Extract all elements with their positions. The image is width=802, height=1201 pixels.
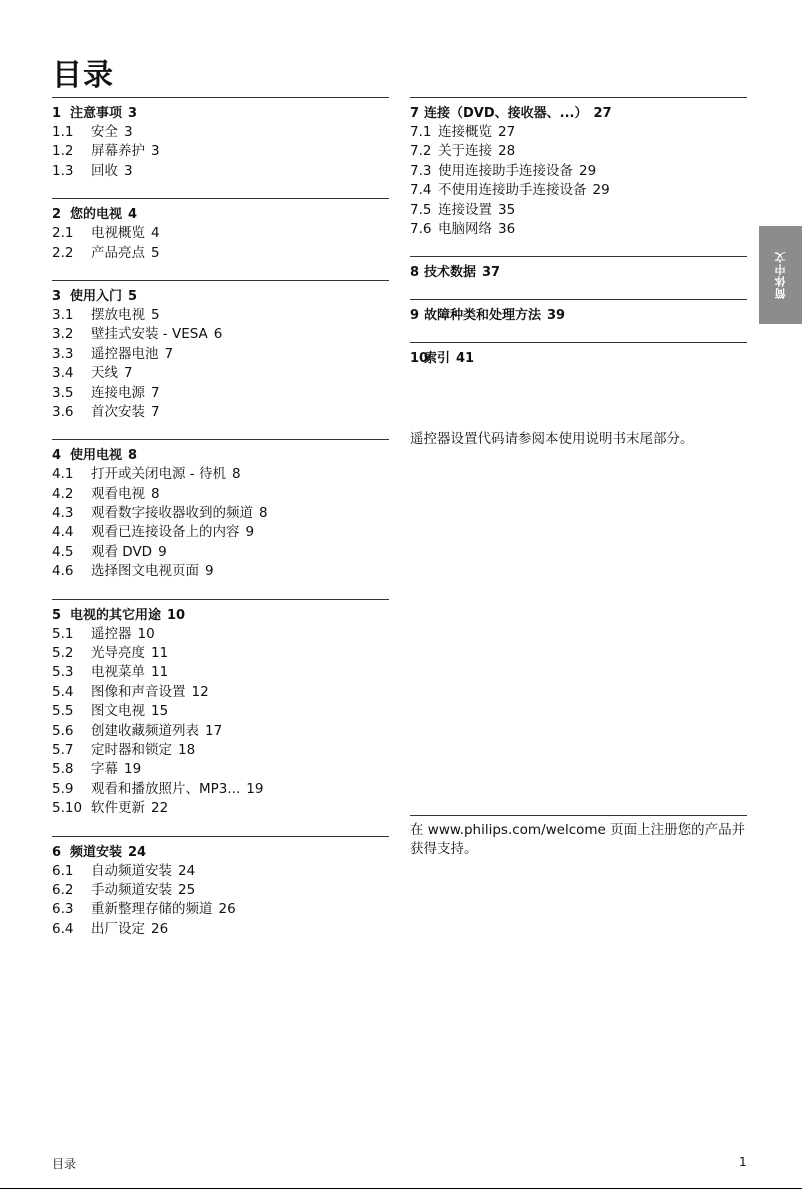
entry-title: 观看电视 <box>91 485 145 502</box>
toc-entry[interactable] <box>52 683 389 702</box>
entry-title: 打开或关闭电源 - 待机 <box>91 466 226 483</box>
toc-section <box>410 299 747 325</box>
entry-title: 关于连接 <box>438 143 492 160</box>
section-title: 您的电视 <box>70 207 123 223</box>
toc-section-heading[interactable] <box>52 606 389 625</box>
entry-title: 光导亮度 <box>91 645 145 662</box>
section-page: 10 <box>167 607 186 623</box>
entry-title: 观看 DVD <box>91 543 153 560</box>
entry-page: 22 <box>151 800 169 817</box>
entry-page: 3 <box>151 143 160 160</box>
entry-page: 15 <box>151 703 169 720</box>
entry-page: 11 <box>151 664 169 681</box>
toc-entry[interactable] <box>52 162 389 181</box>
section-number: 7 <box>410 106 420 121</box>
entry-page: 5 <box>151 244 160 261</box>
entry-number: 5.4 <box>52 683 74 700</box>
entry-title: 使用连接助手连接设备 <box>438 162 573 179</box>
toc-entry[interactable] <box>52 625 389 644</box>
toc-entry[interactable] <box>52 504 389 523</box>
entry-title: 出厂设定 <box>91 920 145 937</box>
entry-title: 屏幕养护 <box>91 143 145 160</box>
toc-section <box>410 256 747 282</box>
toc-entry[interactable] <box>52 702 389 721</box>
entry-number: 5.3 <box>52 664 74 681</box>
toc-left-column <box>52 97 389 956</box>
toc-entry[interactable] <box>52 741 389 760</box>
section-page: 27 <box>593 106 612 121</box>
entry-number: 4.2 <box>52 485 74 502</box>
entry-title: 壁挂式安装 - VESA <box>91 326 208 343</box>
entry-number: 7.6 <box>410 220 432 237</box>
toc-section <box>410 97 747 239</box>
entry-number: 4.4 <box>52 524 74 541</box>
section-page: 5 <box>128 288 138 304</box>
entry-title: 电脑网络 <box>438 220 492 237</box>
entry-number: 7.5 <box>410 201 432 218</box>
entry-title: 不使用连接助手连接设备 <box>438 182 587 199</box>
toc-entry[interactable] <box>410 201 747 220</box>
section-title: 频道安装 <box>70 844 123 860</box>
toc-entry[interactable] <box>52 465 389 484</box>
entry-page: 7 <box>151 384 160 401</box>
toc-entry[interactable] <box>52 244 389 263</box>
bottom-divider <box>0 1188 802 1189</box>
toc-entry[interactable] <box>52 799 389 818</box>
entry-page: 4 <box>151 225 160 242</box>
toc-entry[interactable] <box>52 900 389 919</box>
footer-page-number: 1 <box>739 1155 747 1169</box>
footer-section-label: 目录 <box>52 1157 77 1171</box>
entry-number: 5.1 <box>52 625 74 642</box>
entry-page: 36 <box>498 220 516 237</box>
section-title: 使用入门 <box>70 288 123 304</box>
entry-page: 24 <box>178 862 196 879</box>
toc-entry[interactable] <box>52 325 389 344</box>
entry-title: 定时器和锁定 <box>91 741 172 758</box>
entry-page: 25 <box>178 881 196 898</box>
toc-entry[interactable] <box>410 181 747 200</box>
toc-section <box>410 342 747 368</box>
entry-title: 安全 <box>91 124 118 140</box>
entry-title: 选择图文电视页面 <box>91 563 199 580</box>
entry-number: 2.2 <box>52 244 74 261</box>
toc-entry[interactable] <box>52 142 389 161</box>
entry-title: 字幕 <box>91 761 118 778</box>
toc-section <box>52 280 389 422</box>
entry-page: 8 <box>151 485 160 502</box>
toc-entry[interactable] <box>52 485 389 504</box>
toc-section <box>52 836 389 940</box>
section-title: 索引 <box>424 351 451 367</box>
toc-entry[interactable] <box>52 760 389 779</box>
section-number: 2 <box>52 207 62 223</box>
language-tab-label: 简体中文 <box>773 251 787 299</box>
entry-number: 7.3 <box>410 162 432 179</box>
toc-entry[interactable] <box>52 663 389 682</box>
toc-entry[interactable] <box>52 306 389 325</box>
entry-number: 7.2 <box>410 143 432 160</box>
section-number: 6 <box>52 844 62 860</box>
toc-section-heading[interactable] <box>52 843 389 862</box>
section-page: 39 <box>547 308 566 324</box>
entry-title: 电视菜单 <box>91 664 145 681</box>
toc-entry[interactable] <box>52 780 389 799</box>
remote-code-note: 遥控器设置代码请参阅本使用说明书末尾部分。 <box>410 431 694 448</box>
toc-section-heading[interactable] <box>410 104 747 123</box>
toc-entry[interactable] <box>410 142 747 161</box>
entry-number: 5.6 <box>52 722 74 739</box>
entry-number: 3.2 <box>52 326 74 343</box>
entry-number: 3.3 <box>52 345 74 362</box>
entry-number: 3.5 <box>52 384 74 401</box>
entry-page: 35 <box>498 201 516 218</box>
entry-page: 19 <box>246 780 264 797</box>
toc-section-heading[interactable] <box>52 205 389 224</box>
language-tab <box>759 226 802 324</box>
entry-number: 7.4 <box>410 182 432 199</box>
section-number: 1 <box>52 106 62 121</box>
entry-number: 4.3 <box>52 505 74 522</box>
entry-number: 4.6 <box>52 563 74 580</box>
section-title: 技术数据 <box>424 265 477 281</box>
entry-number: 5.5 <box>52 703 74 720</box>
entry-number: 6.2 <box>52 881 74 898</box>
section-page: 8 <box>128 448 138 464</box>
entry-title: 产品亮点 <box>91 244 145 261</box>
entry-page: 7 <box>164 345 174 362</box>
entry-title: 手动频道安装 <box>91 881 172 898</box>
toc-entry[interactable] <box>52 862 389 881</box>
entry-title: 电视概览 <box>91 225 145 242</box>
entry-number: 3.6 <box>52 403 74 420</box>
entry-title: 天线 <box>91 365 118 382</box>
toc-section-heading[interactable] <box>410 306 747 325</box>
entry-page: 9 <box>245 524 255 541</box>
entry-title: 摆放电视 <box>91 306 145 323</box>
entry-page: 17 <box>205 722 223 739</box>
entry-number: 1.2 <box>52 143 74 160</box>
entry-number: 1.3 <box>52 162 74 179</box>
section-page: 4 <box>128 207 138 223</box>
entry-number: 4.1 <box>52 466 74 483</box>
entry-page: 8 <box>231 466 241 483</box>
entry-title: 首次安装 <box>91 403 145 420</box>
entry-page: 12 <box>191 683 209 700</box>
section-number: 10 <box>410 351 429 367</box>
entry-title: 图像和声音设置 <box>91 683 186 700</box>
entry-title: 观看已连接设备上的内容 <box>91 524 240 541</box>
entry-title: 连接设置 <box>438 201 492 218</box>
section-title: 使用电视 <box>70 448 123 464</box>
registration-note: 在 www.philips.com/welcome 页面上注册您的产品并获得支持。 <box>410 815 747 859</box>
toc-entry[interactable] <box>52 123 389 142</box>
entry-page: 19 <box>124 761 142 778</box>
toc-section-heading[interactable] <box>52 446 389 465</box>
section-title: 电视的其它用途 <box>70 607 162 623</box>
entry-page: 8 <box>259 505 268 522</box>
entry-number: 1.1 <box>52 124 74 140</box>
toc-entry[interactable] <box>410 162 747 181</box>
spacer <box>410 385 747 429</box>
entry-page: 29 <box>579 162 597 179</box>
toc-entry[interactable] <box>52 644 389 663</box>
entry-number: 6.1 <box>52 862 74 879</box>
entry-title: 遥控器 <box>91 625 132 642</box>
toc-entry[interactable] <box>52 562 389 581</box>
section-number: 4 <box>52 448 62 464</box>
toc-section <box>52 198 389 263</box>
entry-page: 6 <box>213 326 223 343</box>
entry-title: 创建收藏频道列表 <box>91 722 199 739</box>
entry-page: 3 <box>124 162 133 179</box>
entry-page: 18 <box>178 741 196 758</box>
entry-page: 7 <box>151 403 160 420</box>
toc-entry[interactable] <box>52 364 389 383</box>
toc-section-heading[interactable] <box>52 287 389 306</box>
toc-section-heading[interactable] <box>410 263 747 282</box>
entry-page: 9 <box>205 563 214 580</box>
toc-entry[interactable] <box>52 403 389 422</box>
entry-number: 7.1 <box>410 124 432 140</box>
section-number: 3 <box>52 288 62 304</box>
toc-entry[interactable] <box>52 920 389 939</box>
section-page: 24 <box>128 844 147 860</box>
toc-entry[interactable] <box>52 722 389 741</box>
entry-page: 29 <box>592 182 610 199</box>
toc-section <box>52 97 389 181</box>
toc-section <box>52 599 389 819</box>
entry-title: 自动频道安装 <box>91 862 172 879</box>
entry-title: 遥控器电池 <box>91 345 159 362</box>
entry-number: 5.9 <box>52 780 74 797</box>
entry-title: 软件更新 <box>91 800 145 817</box>
section-page: 3 <box>128 106 138 121</box>
section-title: 注意事项 <box>70 106 123 121</box>
entry-title: 观看和播放照片、MP3... <box>91 780 241 797</box>
entry-title: 图文电视 <box>91 703 145 720</box>
section-title: 连接（DVD、接收器、...） <box>424 106 588 121</box>
page-title: 目录 <box>52 58 114 93</box>
entry-number: 5.10 <box>52 800 83 817</box>
entry-title: 观看数字接收器收到的频道 <box>91 505 253 522</box>
entry-number: 6.3 <box>52 901 74 918</box>
entry-title: 连接电源 <box>91 384 145 401</box>
entry-page: 26 <box>151 920 169 937</box>
entry-title: 连接概览 <box>438 124 492 140</box>
section-page: 41 <box>456 351 475 367</box>
entry-page: 7 <box>124 365 133 382</box>
toc-section <box>52 439 389 581</box>
entry-title: 重新整理存储的频道 <box>91 901 213 918</box>
entry-page: 5 <box>151 306 160 323</box>
toc-section-heading[interactable] <box>410 349 747 368</box>
toc-entry[interactable] <box>52 881 389 900</box>
entry-title: 回收 <box>91 162 118 179</box>
section-number: 8 <box>410 265 420 281</box>
entry-number: 2.1 <box>52 225 74 242</box>
toc-entry[interactable] <box>52 543 389 562</box>
entry-number: 5.8 <box>52 761 74 778</box>
entry-page: 27 <box>498 124 516 140</box>
toc-entry[interactable] <box>52 224 389 243</box>
toc-entry[interactable] <box>52 523 389 542</box>
entry-number: 5.2 <box>52 645 74 662</box>
entry-page: 9 <box>158 543 167 560</box>
toc-entry[interactable] <box>52 345 389 364</box>
section-title: 故障种类和处理方法 <box>424 308 542 324</box>
entry-number: 5.7 <box>52 741 74 758</box>
toc-entry[interactable] <box>410 123 747 142</box>
toc-right-column <box>410 97 747 447</box>
toc-entry[interactable] <box>410 220 747 239</box>
entry-page: 28 <box>498 143 516 160</box>
section-number: 5 <box>52 607 62 623</box>
entry-page: 3 <box>124 124 133 140</box>
entry-number: 3.4 <box>52 365 74 382</box>
entry-page: 10 <box>137 625 155 642</box>
entry-number: 3.1 <box>52 306 74 323</box>
entry-number: 6.4 <box>52 920 74 937</box>
section-page: 37 <box>482 265 501 281</box>
entry-page: 11 <box>151 645 169 662</box>
entry-number: 4.5 <box>52 543 74 560</box>
toc-entry[interactable] <box>52 384 389 403</box>
toc-right-sections <box>410 97 747 368</box>
toc-section-heading[interactable] <box>52 104 389 123</box>
section-number: 9 <box>410 308 420 324</box>
entry-page: 26 <box>218 901 236 918</box>
